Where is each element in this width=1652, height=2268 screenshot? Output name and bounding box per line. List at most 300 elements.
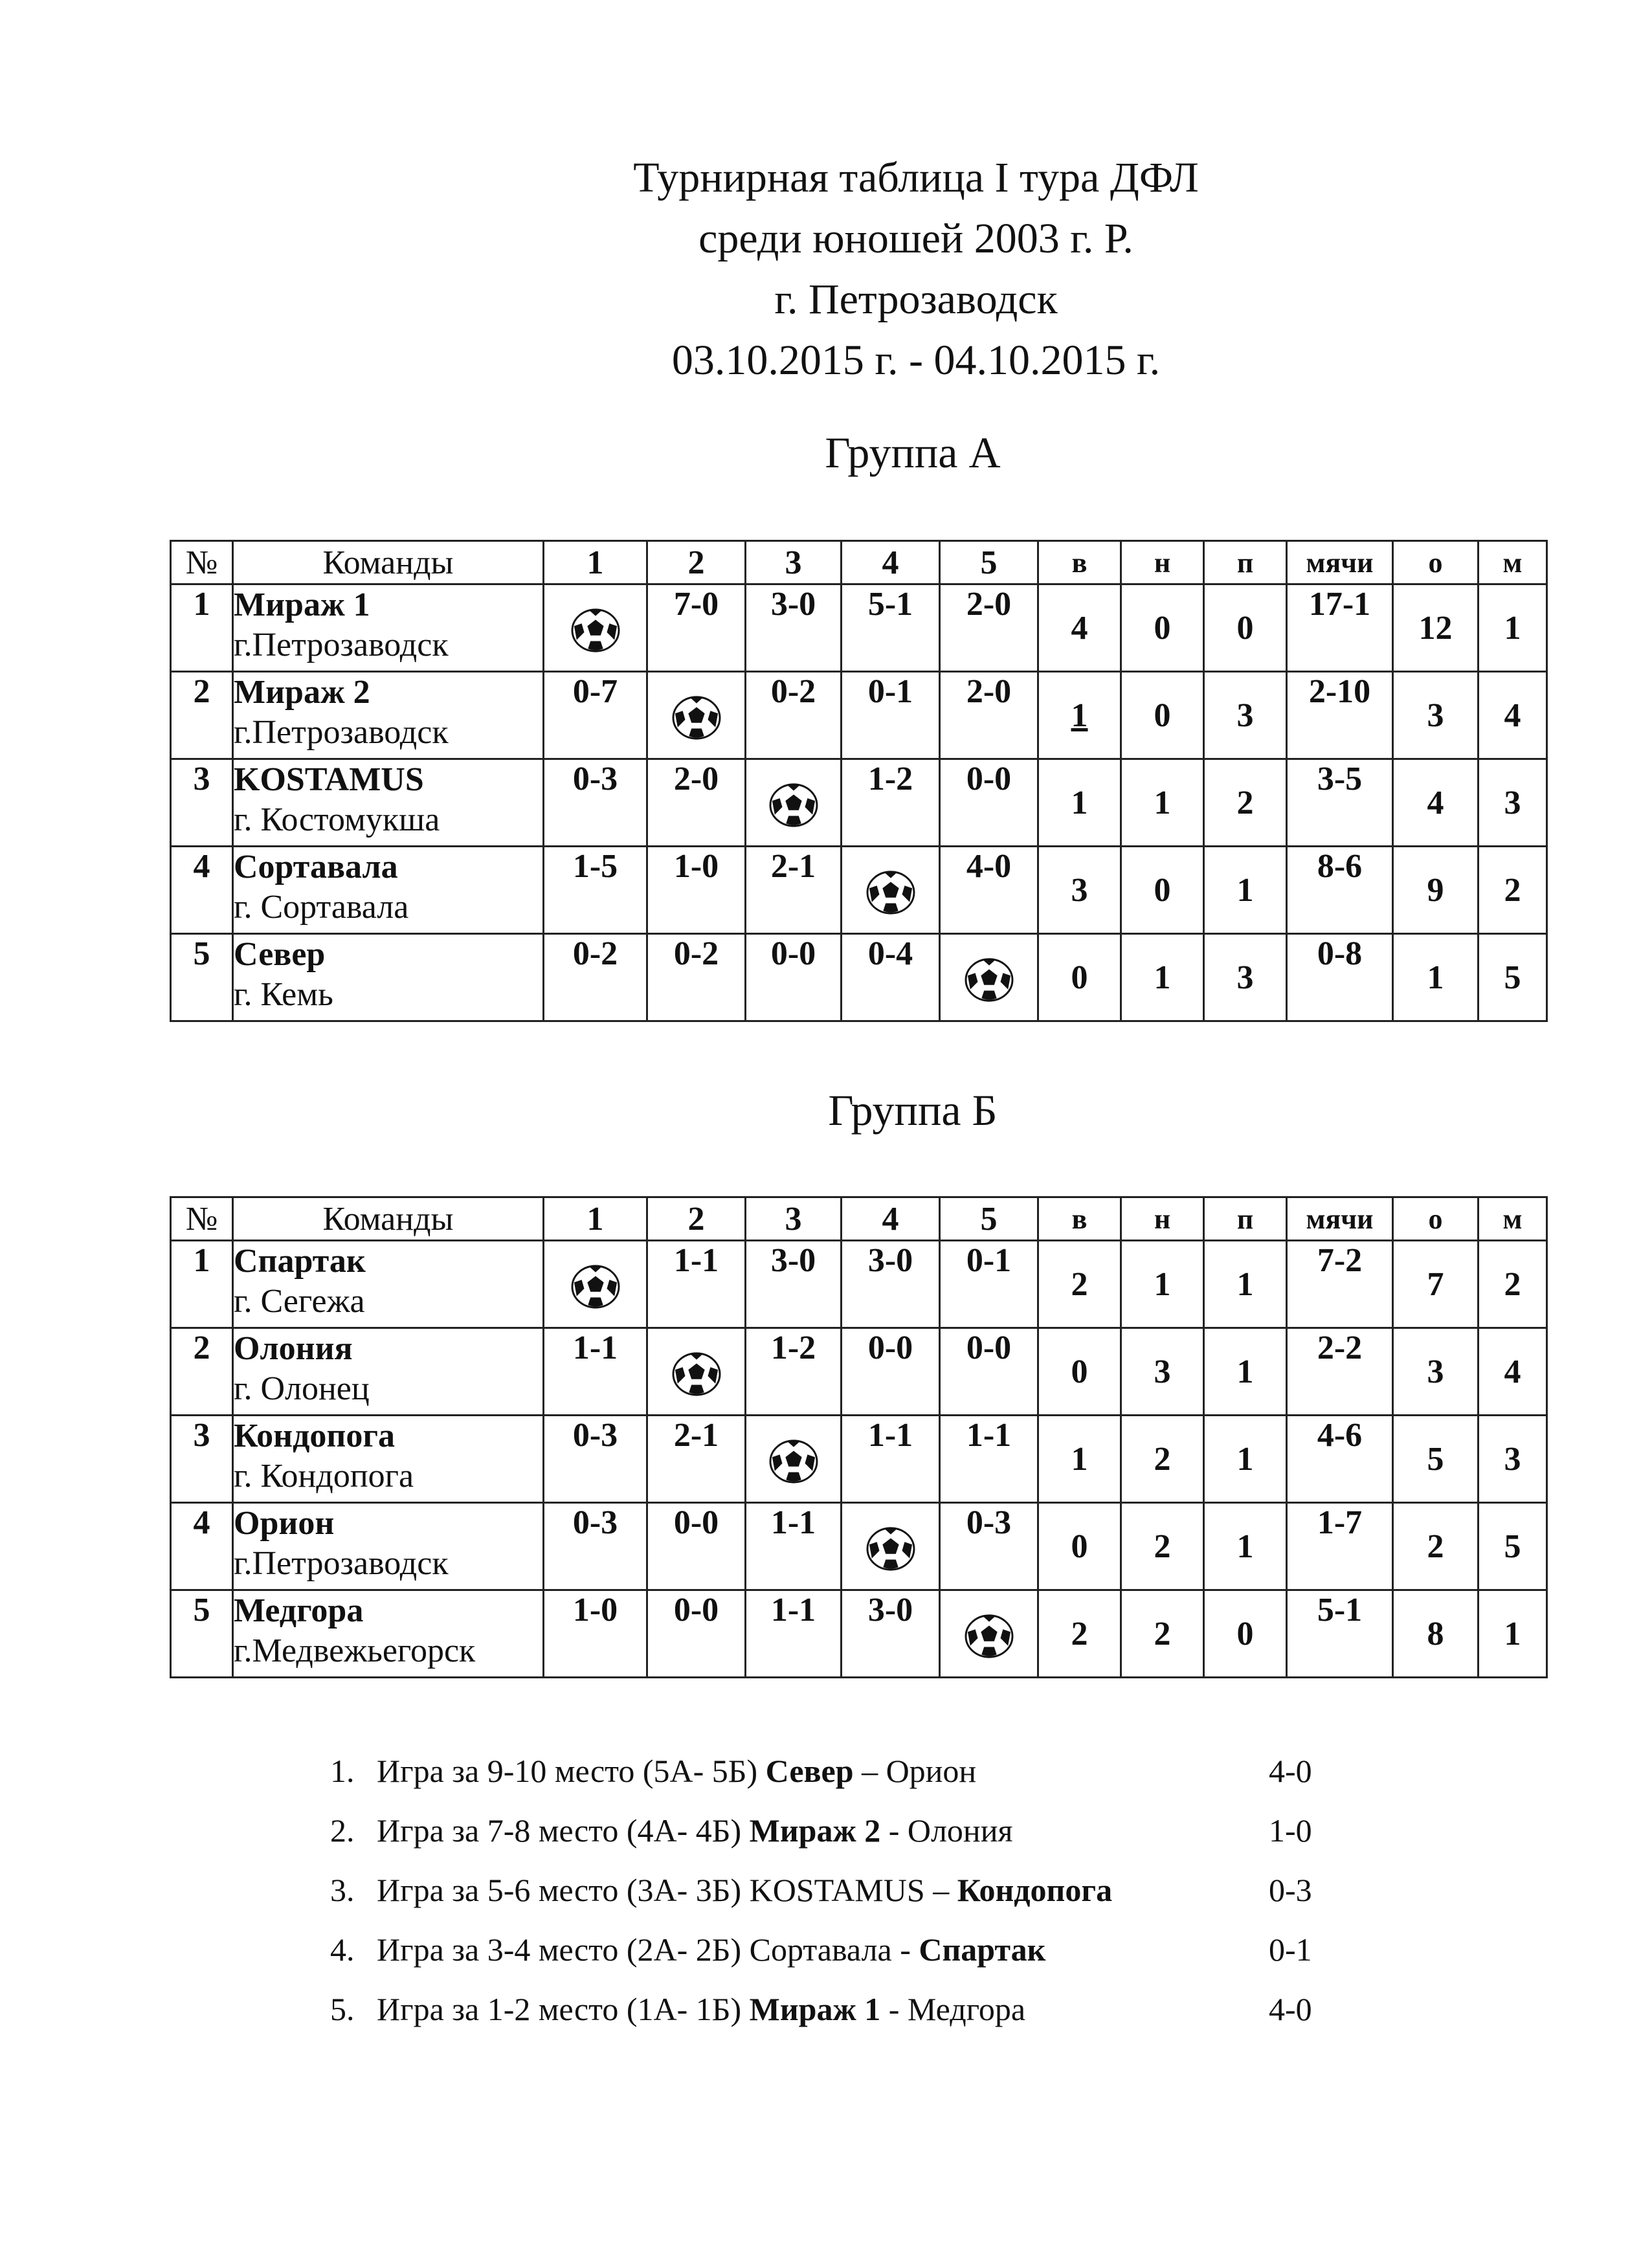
- losses-value: 2: [1236, 784, 1254, 821]
- place-cell: [1479, 1328, 1547, 1416]
- match-score: 1-1: [746, 1503, 842, 1590]
- team-city: г.Петрозаводск: [234, 1545, 449, 1582]
- match-score: 0-3: [940, 1503, 1038, 1590]
- table-row: [171, 1503, 1547, 1590]
- row-number: 2: [171, 1328, 233, 1416]
- points-cell: [1393, 1328, 1479, 1416]
- losses-value: 1: [1236, 1440, 1254, 1478]
- goals-value: 17-1: [1308, 586, 1371, 623]
- column-header-c4: 4: [842, 541, 940, 584]
- losses-value: 0: [1236, 1615, 1254, 1652]
- losses-cell: [1204, 934, 1287, 1021]
- column-header-pts: о: [1393, 541, 1479, 584]
- game-description: Игра за 9-10 место (5А- 5Б): [377, 1753, 766, 1789]
- team-cell: [233, 759, 544, 847]
- team-one: Сортавала: [749, 1931, 892, 1968]
- draws-value: 0: [1154, 696, 1171, 734]
- goals-cell: [1287, 934, 1393, 1021]
- item-index: 5.: [330, 1991, 355, 2027]
- place-cell: [1479, 1503, 1547, 1590]
- points-value: 8: [1427, 1615, 1444, 1652]
- team-name: Север: [234, 936, 326, 973]
- diagonal-ball-cell: [746, 1416, 842, 1503]
- points-value: 3: [1427, 1353, 1444, 1390]
- goals-cell: [1287, 1328, 1393, 1416]
- row-number: 4: [171, 847, 233, 934]
- team-cell: [233, 934, 544, 1021]
- losses-cell: [1204, 1241, 1287, 1328]
- points-cell: [1393, 672, 1479, 759]
- place-cell: [1479, 1590, 1547, 1678]
- wins-value: 4: [1071, 609, 1088, 647]
- placement-game-item: [330, 1860, 1366, 1920]
- soccer-ball-icon: [768, 1438, 819, 1485]
- wins-cell: [1038, 759, 1121, 847]
- column-header-c5: 5: [940, 541, 1038, 584]
- team-name: Кондопога: [234, 1418, 395, 1454]
- match-score: 1-1: [746, 1590, 842, 1678]
- team-one: Мираж 1: [749, 1991, 881, 2027]
- place-value: 3: [1504, 784, 1521, 821]
- team-name: KOSTAMUS: [234, 761, 424, 798]
- draws-cell: [1121, 672, 1204, 759]
- points-cell: [1393, 847, 1479, 934]
- team-two: Спартак: [919, 1931, 1046, 1968]
- losses-cell: [1204, 584, 1287, 672]
- placement-game-item: [330, 1741, 1366, 1801]
- table-row: [171, 1590, 1547, 1678]
- losses-value: 3: [1236, 959, 1254, 996]
- losses-cell: [1204, 847, 1287, 934]
- match-score: 1-1: [940, 1416, 1038, 1503]
- game-result: 0-1: [1269, 1931, 1312, 1968]
- team-name: Медгора: [234, 1592, 364, 1629]
- match-score: 0-4: [842, 934, 940, 1021]
- diagonal-ball-cell: [544, 1241, 647, 1328]
- draws-value: 1: [1154, 959, 1171, 996]
- match-score: 4-0: [940, 847, 1038, 934]
- match-score: 1-2: [842, 759, 940, 847]
- match-score: 0-7: [544, 672, 647, 759]
- table-row: [171, 1328, 1547, 1416]
- row-number: 3: [171, 1416, 233, 1503]
- wins-cell: [1038, 1590, 1121, 1678]
- points-value: 1: [1427, 959, 1444, 996]
- row-number: 2: [171, 672, 233, 759]
- draws-cell: [1121, 584, 1204, 672]
- column-header-num: №: [171, 1197, 233, 1241]
- group-b-heading: Группа Б: [828, 1085, 998, 1135]
- losses-cell: [1204, 672, 1287, 759]
- wins-value: 0: [1071, 959, 1088, 996]
- document-title: [0, 148, 1652, 391]
- diagonal-ball-cell: [842, 847, 940, 934]
- row-number: 4: [171, 1503, 233, 1590]
- goals-value: 5-1: [1317, 1592, 1363, 1629]
- table-row: [171, 847, 1547, 934]
- soccer-ball-icon: [768, 782, 819, 828]
- team-cell: [233, 1241, 544, 1328]
- losses-cell: [1204, 1503, 1287, 1590]
- match-score: 0-2: [647, 934, 746, 1021]
- team-name: Орион: [234, 1505, 335, 1542]
- table-header-row: [171, 1197, 1547, 1241]
- game-description: Игра за 7-8 место (4А- 4Б): [377, 1812, 750, 1849]
- match-score: 0-3: [544, 1416, 647, 1503]
- wins-value: 1: [1071, 784, 1088, 821]
- points-cell: [1393, 1590, 1479, 1678]
- separator: -: [880, 1991, 908, 2027]
- column-header-d: н: [1121, 1197, 1204, 1241]
- losses-value: 1: [1236, 1353, 1254, 1390]
- place-cell: [1479, 584, 1547, 672]
- column-header-w: в: [1038, 1197, 1121, 1241]
- match-score: 0-0: [647, 1590, 746, 1678]
- table-row: [171, 759, 1547, 847]
- column-header-place: м: [1479, 541, 1547, 584]
- losses-cell: [1204, 759, 1287, 847]
- place-cell: [1479, 847, 1547, 934]
- column-header-num: №: [171, 541, 233, 584]
- diagonal-ball-cell: [647, 1328, 746, 1416]
- draws-value: 0: [1154, 871, 1171, 909]
- group-a-table: [170, 540, 1548, 1022]
- wins-cell: [1038, 1328, 1121, 1416]
- item-index: 1.: [330, 1753, 355, 1789]
- team-cell: [233, 847, 544, 934]
- separator: –: [924, 1872, 957, 1908]
- goals-cell: [1287, 1241, 1393, 1328]
- match-score: 1-0: [647, 847, 746, 934]
- game-result: 4-0: [1269, 1753, 1312, 1789]
- table-header-row: [171, 541, 1547, 584]
- match-score: 3-0: [746, 1241, 842, 1328]
- team-name: Спартак: [234, 1243, 366, 1280]
- column-header-c3: 3: [746, 541, 842, 584]
- column-header-pts: о: [1393, 1197, 1479, 1241]
- placement-games-list: [330, 1741, 1366, 2039]
- losses-value: 1: [1236, 871, 1254, 909]
- item-index: 2.: [330, 1812, 355, 1849]
- wins-cell: [1038, 672, 1121, 759]
- match-score: 0-1: [940, 1241, 1038, 1328]
- place-value: 4: [1504, 1353, 1521, 1390]
- column-header-place: м: [1479, 1197, 1547, 1241]
- wins-value: 1: [1071, 696, 1088, 734]
- points-value: 9: [1427, 871, 1444, 909]
- soccer-ball-icon: [964, 957, 1014, 1003]
- points-cell: [1393, 1503, 1479, 1590]
- title-line-2: среди юношей 2003 г. Р.: [698, 215, 1133, 262]
- placement-game-item: [330, 1920, 1366, 1979]
- points-value: 4: [1427, 784, 1444, 821]
- draws-value: 2: [1154, 1615, 1171, 1652]
- points-value: 2: [1427, 1528, 1444, 1565]
- points-cell: [1393, 1416, 1479, 1503]
- wins-value: 2: [1071, 1615, 1088, 1652]
- column-header-c3: 3: [746, 1197, 842, 1241]
- match-score: 0-2: [746, 672, 842, 759]
- team-one: Север: [765, 1753, 854, 1789]
- match-score: 1-0: [544, 1590, 647, 1678]
- soccer-ball-icon: [964, 1613, 1014, 1660]
- draws-cell: [1121, 1241, 1204, 1328]
- team-name: Сортавала: [234, 849, 398, 885]
- goals-cell: [1287, 759, 1393, 847]
- wins-value: 0: [1071, 1353, 1088, 1390]
- title-line-3: г. Петрозаводск: [774, 276, 1058, 323]
- place-cell: [1479, 1416, 1547, 1503]
- soccer-ball-icon: [865, 1526, 916, 1572]
- goals-cell: [1287, 1416, 1393, 1503]
- draws-value: 1: [1154, 1265, 1171, 1303]
- place-value: 3: [1504, 1440, 1521, 1478]
- soccer-ball-icon: [570, 607, 621, 654]
- goals-cell: [1287, 584, 1393, 672]
- match-score: 0-3: [544, 1503, 647, 1590]
- team-two: Кондопога: [957, 1872, 1113, 1908]
- team-one: Мираж 2: [749, 1812, 881, 1849]
- column-header-l: п: [1204, 1197, 1287, 1241]
- wins-value: 0: [1071, 1528, 1088, 1565]
- match-score: 2-1: [746, 847, 842, 934]
- draws-cell: [1121, 1328, 1204, 1416]
- draws-cell: [1121, 1590, 1204, 1678]
- soccer-ball-icon: [865, 869, 916, 916]
- match-score: 3-0: [746, 584, 842, 672]
- team-cell: [233, 1416, 544, 1503]
- goals-value: 4-6: [1317, 1417, 1363, 1454]
- diagonal-ball-cell: [544, 584, 647, 672]
- draws-cell: [1121, 1416, 1204, 1503]
- match-score: 0-0: [647, 1503, 746, 1590]
- table-row: [171, 1416, 1547, 1503]
- team-two: Орион: [886, 1753, 977, 1789]
- separator: –: [853, 1753, 886, 1789]
- match-score: 3-0: [842, 1241, 940, 1328]
- draws-cell: [1121, 847, 1204, 934]
- diagonal-ball-cell: [647, 672, 746, 759]
- place-value: 4: [1504, 696, 1521, 734]
- goals-value: 7-2: [1317, 1242, 1363, 1279]
- match-score: 5-1: [842, 584, 940, 672]
- wins-cell: [1038, 584, 1121, 672]
- points-value: 7: [1427, 1265, 1444, 1303]
- team-cell: [233, 1328, 544, 1416]
- diagonal-ball-cell: [746, 759, 842, 847]
- row-number: 1: [171, 584, 233, 672]
- row-number: 1: [171, 1241, 233, 1328]
- team-city: г. Кемь: [234, 976, 333, 1013]
- team-city: г.Медвежьегорск: [234, 1632, 476, 1669]
- soccer-ball-icon: [671, 1351, 722, 1397]
- place-value: 5: [1504, 959, 1521, 996]
- item-index: 4.: [330, 1931, 355, 1968]
- wins-cell: [1038, 1416, 1121, 1503]
- column-header-c4: 4: [842, 1197, 940, 1241]
- wins-value: 1: [1071, 1440, 1088, 1478]
- team-city: г. Костомукша: [234, 801, 440, 838]
- column-header-l: п: [1204, 541, 1287, 584]
- losses-value: 0: [1236, 609, 1254, 647]
- match-score: 2-0: [647, 759, 746, 847]
- column-header-c1: 1: [544, 541, 647, 584]
- losses-cell: [1204, 1590, 1287, 1678]
- table-row: [171, 584, 1547, 672]
- match-score: 0-1: [842, 672, 940, 759]
- team-city: г. Кондопога: [234, 1458, 414, 1495]
- place-cell: [1479, 759, 1547, 847]
- match-score: 1-5: [544, 847, 647, 934]
- match-score: 2-0: [940, 672, 1038, 759]
- place-value: 1: [1504, 609, 1521, 647]
- losses-cell: [1204, 1328, 1287, 1416]
- column-header-goals: мячи: [1287, 1197, 1393, 1241]
- diagonal-ball-cell: [940, 934, 1038, 1021]
- title-line-1: Турнирная таблица I тура ДФЛ: [633, 154, 1199, 201]
- column-header-c2: 2: [647, 541, 746, 584]
- match-score: 0-0: [940, 1328, 1038, 1416]
- game-description: Игра за 1-2 место (1А- 1Б): [377, 1991, 750, 2027]
- row-number: 5: [171, 934, 233, 1021]
- separator: -: [880, 1812, 908, 1849]
- match-score: 0-3: [544, 759, 647, 847]
- match-score: 0-0: [746, 934, 842, 1021]
- game-result: 0-3: [1269, 1872, 1312, 1908]
- team-city: г. Сортавала: [234, 889, 409, 926]
- team-cell: [233, 1590, 544, 1678]
- place-value: 2: [1504, 1265, 1521, 1303]
- team-cell: [233, 584, 544, 672]
- table-row: [171, 934, 1547, 1021]
- team-city: г. Сегежа: [234, 1283, 365, 1320]
- place-cell: [1479, 1241, 1547, 1328]
- team-city: г.Петрозаводск: [234, 714, 449, 751]
- place-value: 5: [1504, 1528, 1521, 1565]
- column-header-teams: Команды: [233, 541, 544, 584]
- team-name: Мираж 2: [234, 674, 370, 711]
- draws-value: 1: [1154, 784, 1171, 821]
- column-header-d: н: [1121, 541, 1204, 584]
- wins-cell: [1038, 1503, 1121, 1590]
- placement-game-item: [330, 1979, 1366, 2039]
- points-cell: [1393, 934, 1479, 1021]
- place-cell: [1479, 934, 1547, 1021]
- column-header-c5: 5: [940, 1197, 1038, 1241]
- team-name: Мираж 1: [234, 586, 370, 623]
- wins-value: 2: [1071, 1265, 1088, 1303]
- points-value: 5: [1427, 1440, 1444, 1478]
- draws-cell: [1121, 759, 1204, 847]
- draws-value: 2: [1154, 1528, 1171, 1565]
- match-score: 1-1: [647, 1241, 746, 1328]
- team-cell: [233, 1503, 544, 1590]
- team-city: г.Петрозаводск: [234, 627, 449, 663]
- points-value: 12: [1418, 609, 1453, 647]
- losses-cell: [1204, 1416, 1287, 1503]
- match-score: 0-2: [544, 934, 647, 1021]
- draws-value: 3: [1154, 1353, 1171, 1390]
- column-header-c1: 1: [544, 1197, 647, 1241]
- goals-value: 3-5: [1317, 761, 1363, 797]
- team-city: г. Олонец: [234, 1370, 370, 1407]
- goals-cell: [1287, 1503, 1393, 1590]
- losses-value: 1: [1236, 1528, 1254, 1565]
- column-header-w: в: [1038, 541, 1121, 584]
- points-cell: [1393, 584, 1479, 672]
- team-two: Олония: [907, 1812, 1013, 1849]
- group-a-heading: Группа А: [825, 428, 1001, 477]
- goals-value: 2-2: [1317, 1329, 1363, 1366]
- place-value: 2: [1504, 871, 1521, 909]
- separator: -: [891, 1931, 919, 1968]
- diagonal-ball-cell: [842, 1503, 940, 1590]
- match-score: 1-2: [746, 1328, 842, 1416]
- game-description: Игра за 3-4 место (2А- 2Б): [377, 1931, 750, 1968]
- match-score: 0-0: [842, 1328, 940, 1416]
- match-score: 3-0: [842, 1590, 940, 1678]
- game-result: 1-0: [1269, 1812, 1312, 1849]
- points-cell: [1393, 1241, 1479, 1328]
- match-score: 2-0: [940, 584, 1038, 672]
- goals-cell: [1287, 847, 1393, 934]
- soccer-ball-icon: [570, 1263, 621, 1310]
- match-score: 1-1: [842, 1416, 940, 1503]
- item-index: 3.: [330, 1872, 355, 1908]
- team-one: KOSTAMUS: [749, 1872, 925, 1908]
- wins-cell: [1038, 847, 1121, 934]
- title-line-4: 03.10.2015 г. - 04.10.2015 г.: [671, 337, 1161, 384]
- column-header-c2: 2: [647, 1197, 746, 1241]
- team-name: Олония: [234, 1330, 353, 1367]
- goals-cell: [1287, 1590, 1393, 1678]
- column-header-goals: мячи: [1287, 541, 1393, 584]
- game-description: Игра за 5-6 место (3А- 3Б): [377, 1872, 750, 1908]
- draws-value: 2: [1154, 1440, 1171, 1478]
- game-result: 4-0: [1269, 1991, 1312, 2027]
- group-b-table: [170, 1196, 1548, 1678]
- wins-value: 3: [1071, 871, 1088, 909]
- losses-value: 3: [1236, 696, 1254, 734]
- draws-value: 0: [1154, 609, 1171, 647]
- table-row: [171, 672, 1547, 759]
- draws-cell: [1121, 934, 1204, 1021]
- goals-value: 0-8: [1317, 935, 1363, 972]
- column-header-teams: Команды: [233, 1197, 544, 1241]
- draws-cell: [1121, 1503, 1204, 1590]
- match-score: 2-1: [647, 1416, 746, 1503]
- points-value: 3: [1427, 696, 1444, 734]
- diagonal-ball-cell: [940, 1590, 1038, 1678]
- goals-value: 8-6: [1317, 848, 1363, 885]
- soccer-ball-icon: [671, 695, 722, 741]
- goals-cell: [1287, 672, 1393, 759]
- match-score: 7-0: [647, 584, 746, 672]
- wins-cell: [1038, 934, 1121, 1021]
- place-value: 1: [1504, 1615, 1521, 1652]
- match-score: 0-0: [940, 759, 1038, 847]
- wins-cell: [1038, 1241, 1121, 1328]
- goals-value: 2-10: [1308, 673, 1371, 710]
- placement-game-item: [330, 1801, 1366, 1860]
- place-cell: [1479, 672, 1547, 759]
- table-row: [171, 1241, 1547, 1328]
- points-cell: [1393, 759, 1479, 847]
- team-cell: [233, 672, 544, 759]
- losses-value: 1: [1236, 1265, 1254, 1303]
- row-number: 5: [171, 1590, 233, 1678]
- goals-value: 1-7: [1317, 1504, 1363, 1541]
